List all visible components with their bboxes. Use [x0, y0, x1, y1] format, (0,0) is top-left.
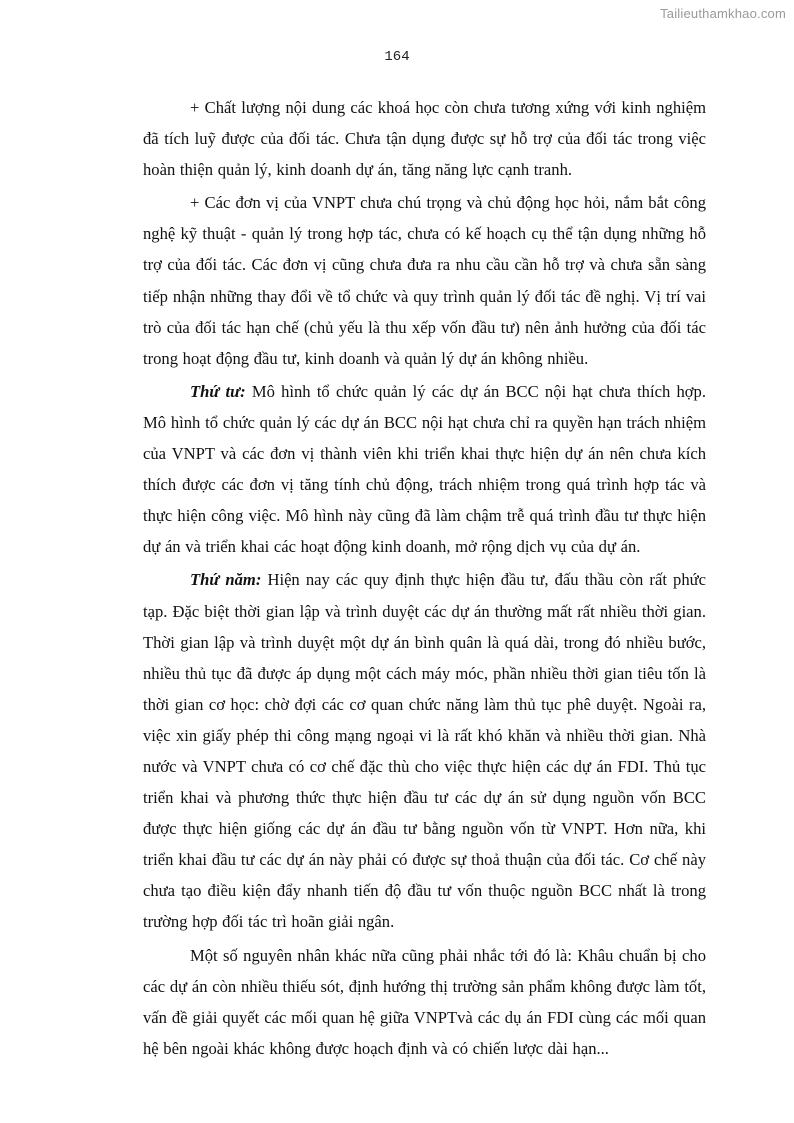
paragraph-3 [143, 376, 706, 563]
paragraph-4 [143, 564, 706, 937]
document-body [143, 92, 706, 1066]
watermark: Tailieuthamkhao.com [660, 6, 786, 21]
paragraph-2 [143, 187, 706, 374]
paragraph-1 [143, 92, 706, 185]
page-number: 164 [384, 49, 410, 65]
paragraph-text: + Chất lượng nội dung các khoá học còn chưa tương xứng với kinh nghiệm đã tích luỹ được của đối tác. Chưa tận dụng được sự hỗ trợ của đối tác trong việc hoàn thiện quản lý, kinh doanh dự án, tăng năng lực cạnh tranh. [143, 98, 706, 180]
paragraph-lead: Thứ năm: [190, 570, 262, 590]
paragraph-text: Một số nguyên nhân khác nữa cũng phải nhắc tới đó là: Khâu chuẩn bị cho các dự án còn nhiều thiếu sót, định hướng thị trường sản phẩm không được làm tốt, vấn đề giải quyết các mối quan hệ giữa VNPTvà các dụ án FDI cùng các mối quan hệ bên ngoài khác không được hoạch định và có chiến lược dài hạn... [143, 945, 706, 1058]
paragraph-text: Hiện nay các quy định thực hiện đầu tư, đấu thầu còn rất phức tạp. Đặc biệt thời gian lập và trình duyệt các dự án thường mất rất nhiều thời gian. Thời gian lập và trình duyệt một dự án bình quân là quá dài, trong đó nhiều bước, nhiều thủ tục đã được áp dụng một cách máy móc, phần nhiều thời gian tiêu tốn là thời gian cơ học: chờ đợi các cơ quan chức năng làm thủ tục phê duyệt. Ngoài ra, việc xin giấy phép thi công mạng ngoại vi là rất khó khăn và nhiều thời gian. Nhà nước và VNPT chưa có cơ chế đặc thù cho việc thực hiện các dự án FDI. Thủ tục triển khai và phương thức thực hiện đầu tư các dự án sử dụng nguồn vốn BCC được thực hiện giống các dự án đầu tư bằng nguồn vốn từ VNPT. Hơn nữa, khi triển khai đầu tư các dự án này phải có được sự thoả thuận của đối tác. Cơ chế này chưa tạo điều kiện đẩy nhanh tiến độ đầu tư vốn thuộc nguồn BCC nhất là trong trường hợp đối tác trì hoãn giải ngân. [143, 570, 706, 932]
paragraph-5 [143, 940, 706, 1064]
paragraph-text: + Các đơn vị của VNPT chưa chú trọng và chủ động học hỏi, nắm bắt công nghệ kỹ thuật - quản lý trong hợp tác, chưa có kế hoạch cụ thể tận dụng những hỗ trợ của đối tác. Các đơn vị cũng chưa đưa ra nhu cầu cần hỗ trợ và chưa sẵn sàng tiếp nhận những thay đổi về tổ chức và quy trình quản lý đối tác đề nghị. Vị trí vai trò của đối tác hạn chế (chủ yếu là thu xếp vốn đầu tư) nên ảnh hưởng của đối tác trong hoạt động đầu tư, kinh doanh và quản lý dự án không nhiều. [143, 193, 706, 368]
paragraph-lead: Thứ tư: [190, 381, 246, 401]
paragraph-text: Mô hình tổ chức quản lý các dự án BCC nội hạt chưa thích hợp. Mô hình tổ chức quản lý các dự án BCC nội hạt chưa chỉ ra quyền hạn trách nhiệm của VNPT và các đơn vị thành viên khi triển khai thực hiện dự án nên chưa kích thích được các đơn vị tăng tính chủ động, trách nhiệm trong quá trình hợp tác và thực hiện công việc. Mô hình này cũng đã làm chậm trễ quá trình đầu tư thực hiện dự án và triển khai các hoạt động kinh doanh, mở rộng dịch vụ của dự án. [143, 381, 706, 557]
